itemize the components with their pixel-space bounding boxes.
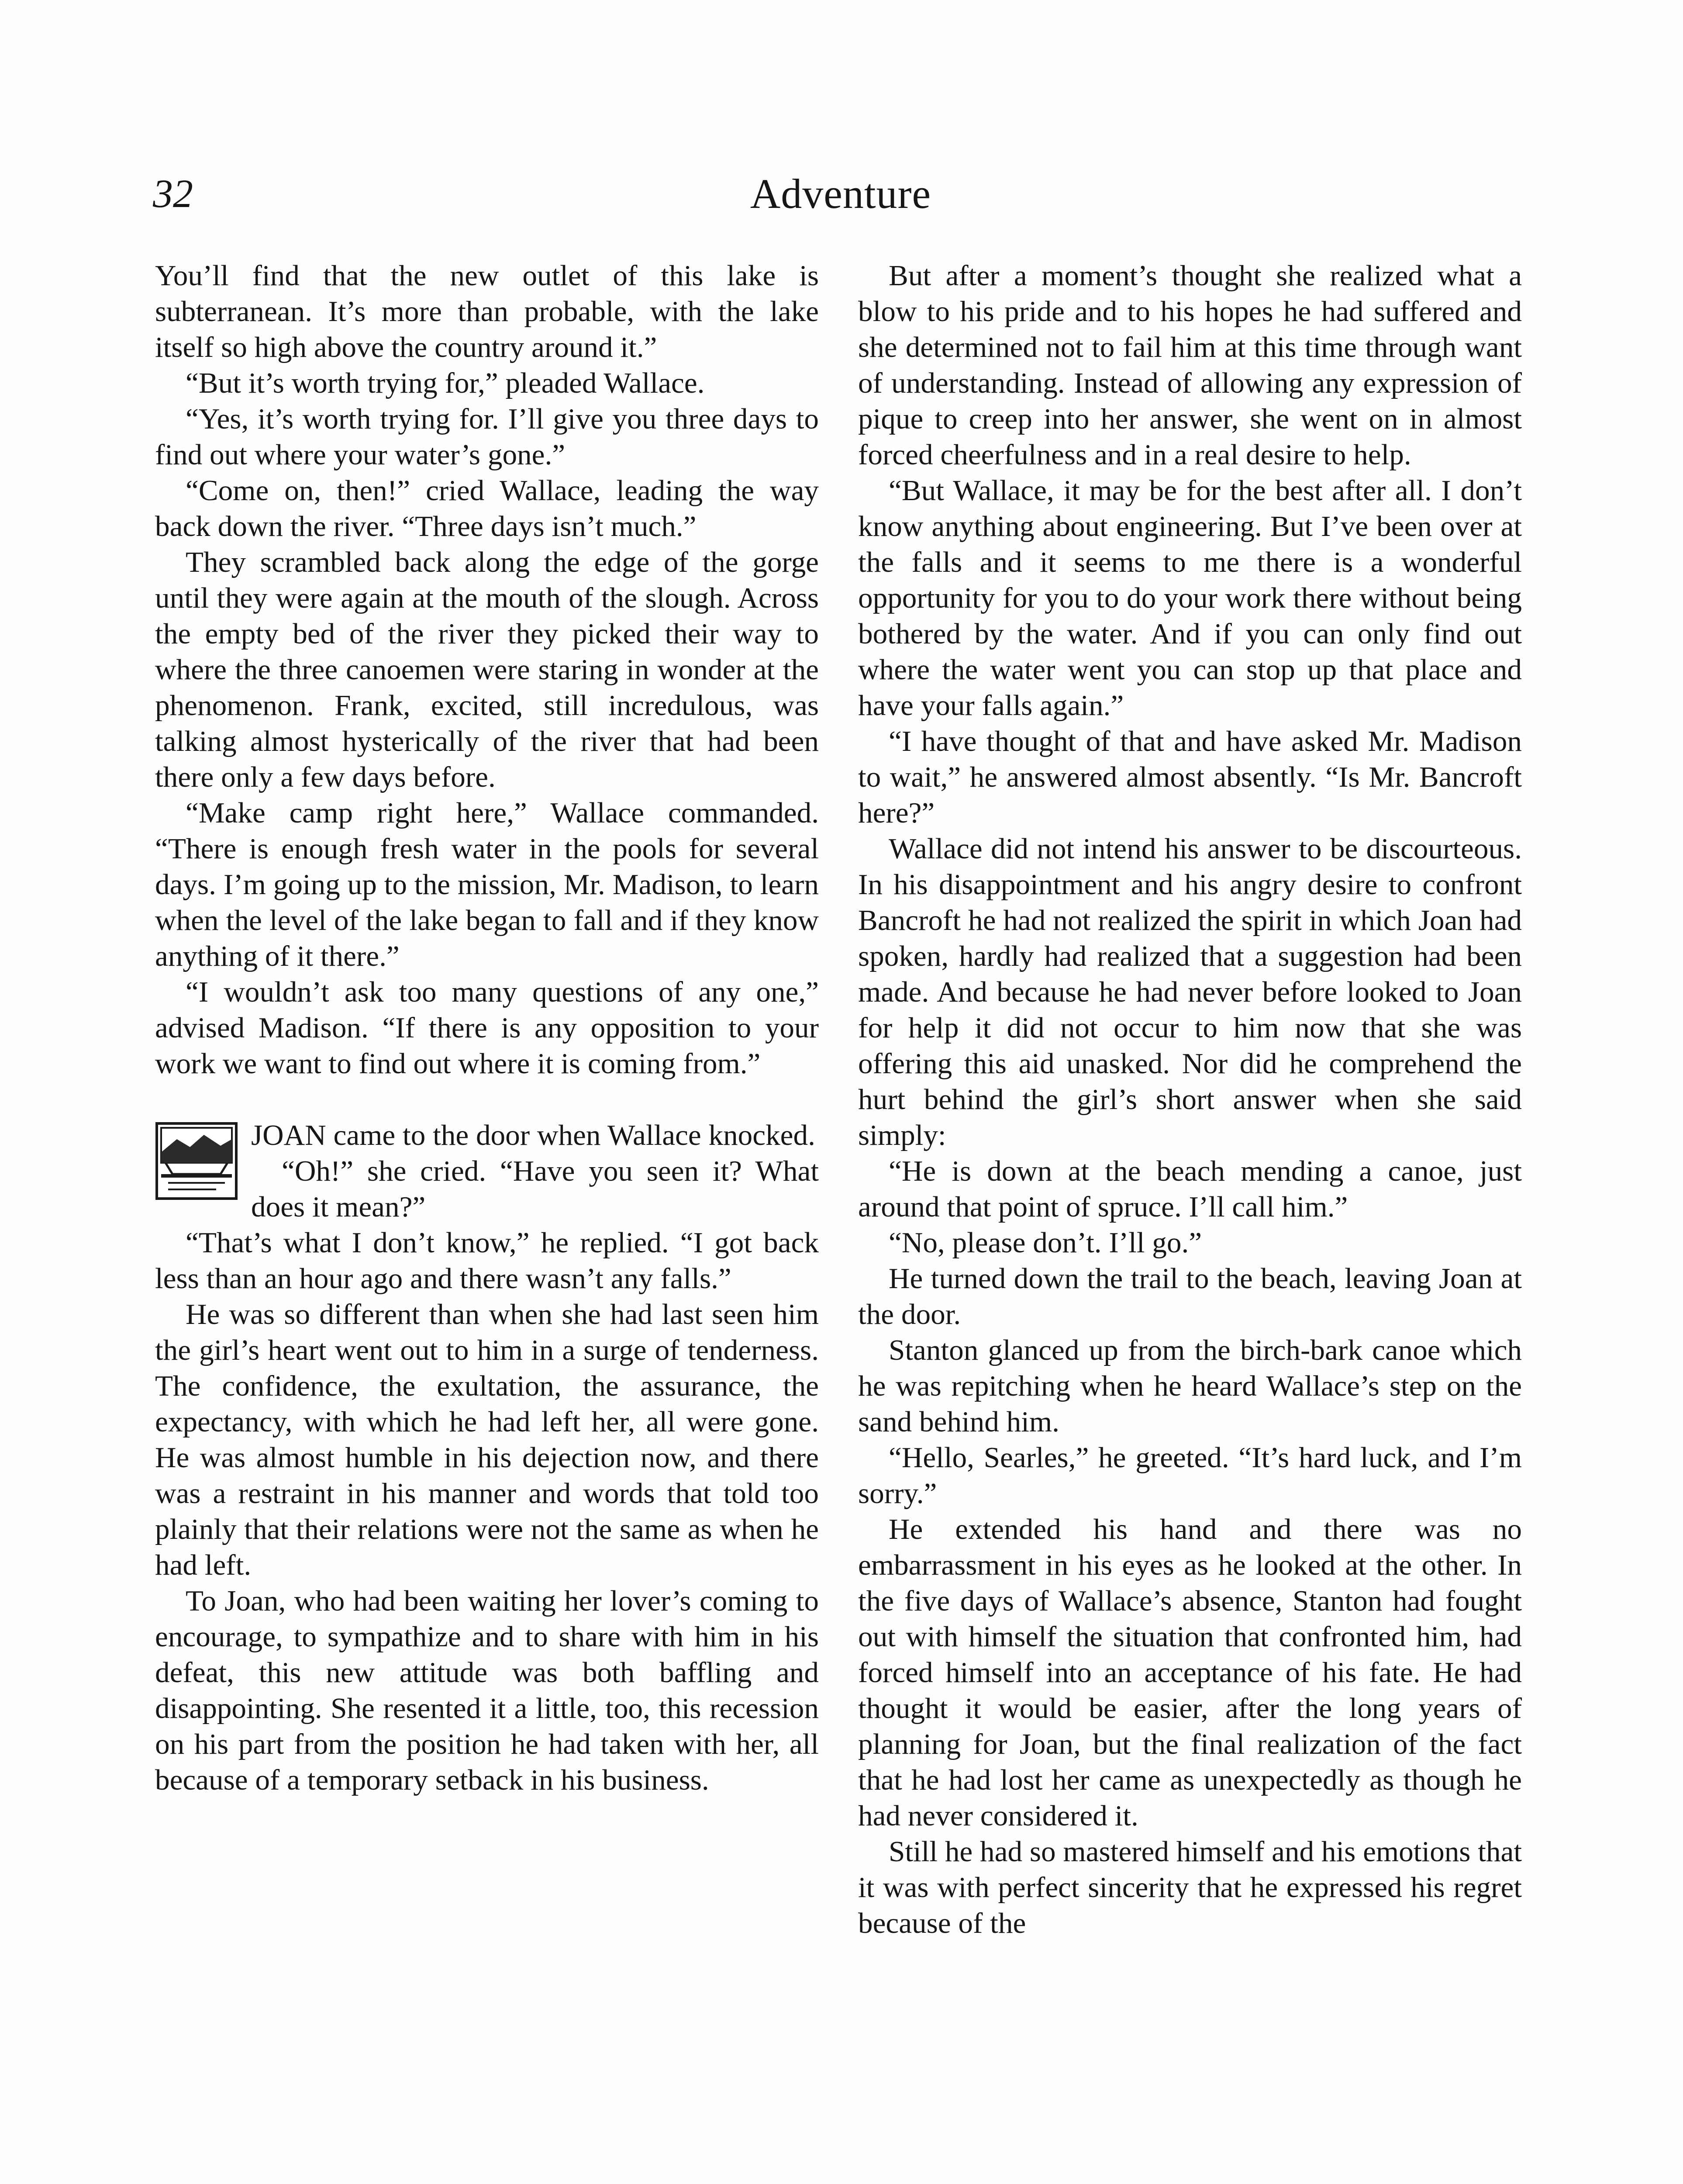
paragraph: “Make camp right here,” Wallace commanded. “There is enough fresh water in the pools for several days. I’m going up to the mission, Mr. Madison, to learn when the level of the lake began to fall and if they know anything of it there.”	[155, 796, 819, 972]
paragraph: Still he had so mastered himself and his emotions that it was with perfect sincerity that he expressed his regret because of the	[858, 1835, 1522, 1939]
paragraph: “That’s what I don’t know,” he replied. “I got back less than an hour ago and there wasn’t any falls.”	[155, 1226, 819, 1295]
page-number: 32	[153, 171, 193, 216]
paragraph: You’ll find that the new outlet of this lake is subterranean. It’s more than probable, with the lake itself so high above the country around it.”	[155, 259, 819, 363]
paragraph: “I wouldn’t ask too many questions of any one,” advised Madison. “If there is any opposition to your work we want to find out where it is coming from.”	[155, 975, 819, 1080]
paragraph: “Yes, it’s worth trying for. I’ll give you three days to find out where your water’s gone.”	[155, 402, 819, 471]
paragraph-text: JOAN came to the door when Wallace knocked.	[251, 1119, 815, 1151]
paragraph: He was so different than when she had last seen him the girl’s heart went out to him in a surge of tenderness. The confidence, the exultation, the assurance, the expectancy, with which he had left her, all were gone. He was almost humble in his dejection now, and there was a restraint in his manner and words that told too plainly that their relations were not the same as when he had left.	[155, 1298, 819, 1581]
paragraph: “I have thought of that and have asked Mr. Madison to wait,” he answered almost absently. “Is Mr. Bancroft here?”	[858, 725, 1522, 829]
left-column	[155, 258, 819, 1798]
paragraph: He turned down the trail to the beach, leaving Joan at the door.	[858, 1262, 1522, 1330]
paragraph: “Hello, Searles,” he greeted. “It’s hard luck, and I’m sorry.”	[858, 1441, 1522, 1510]
paragraph: “But it’s worth trying for,” pleaded Wallace.	[186, 366, 705, 399]
paragraph: “He is down at the beach mending a canoe, just around that point of spruce. I’ll call him.”	[858, 1154, 1522, 1223]
paragraph: “But Wallace, it may be for the best after all. I don’t know anything about engineering. But I’ve been over at the falls and it seems to me there is a wonderful opportunity for you to do your work there without being bothered by the water. And if you can only find out where the water went you can stop up that place and have your falls again.”	[858, 474, 1522, 722]
right-column	[858, 258, 1522, 1941]
section-opening-paragraph	[155, 1117, 819, 1153]
decorative-landscape-icon	[155, 1122, 238, 1200]
paragraph: “Come on, then!” cried Wallace, leading the way back down the river. “Three days isn’t much.”	[155, 474, 819, 543]
page-header	[148, 162, 1533, 240]
paragraph: “No, please don’t. I’ll go.”	[889, 1226, 1202, 1259]
paragraph: Stanton glanced up from the birch-bark canoe which he was repitching when he heard Wallace’s step on the sand behind him.	[858, 1334, 1522, 1438]
paragraph: But after a moment’s thought she realized what a blow to his pride and to his hopes he had suffered and she determined not to fail him at this time through want of understanding. Instead of allowing any expression of pique to creep into her answer, she went on in almost forced cheerfulness and in a real desire to help.	[858, 259, 1522, 471]
paragraph: They scrambled back along the edge of the gorge until they were again at the mouth of the slough. Across the empty bed of the river they picked their way to where the three canoemen were staring in wonder at the phenomenon. Frank, excited, still incredulous, was talking almost hysterically of the river that had been there only a few days before.	[155, 546, 819, 793]
paragraph: To Joan, who had been waiting her lover’s coming to encourage, to sympathize and to share with him in his defeat, this new attitude was both baffling and disappointing. She resented it a little, too, this recession on his part from the position he had taken with her, all because of a temporary setback in his business.	[155, 1584, 819, 1796]
running-title: Adventure	[750, 170, 931, 217]
paragraph: “Oh!” she cried. “Have you seen it? What does it mean?”	[251, 1154, 819, 1223]
paragraph: Wallace did not intend his answer to be discourteous. In his disappointment and his angry desire to confront Bancroft he had not realized the spirit in which Joan had spoken, hardly had realized that a suggestion had been made. And because he had never before looked to Joan for help it did not occur to him now that she was offering this aid unasked. Nor did he comprehend the hurt behind the girl’s short answer when she said simply:	[858, 832, 1522, 1151]
paragraph: He extended his hand and there was no embarrassment in his eyes as he looked at the other. In the five days of Wallace’s absence, Stanton had fought out with himself the situation that confronted him, had forced himself into an acceptance of his fate. He had thought it would be easier, after the long years of planning for Joan, but the final realization of the fact that he had lost her came as unexpectedly as though he had never considered it.	[858, 1513, 1522, 1832]
